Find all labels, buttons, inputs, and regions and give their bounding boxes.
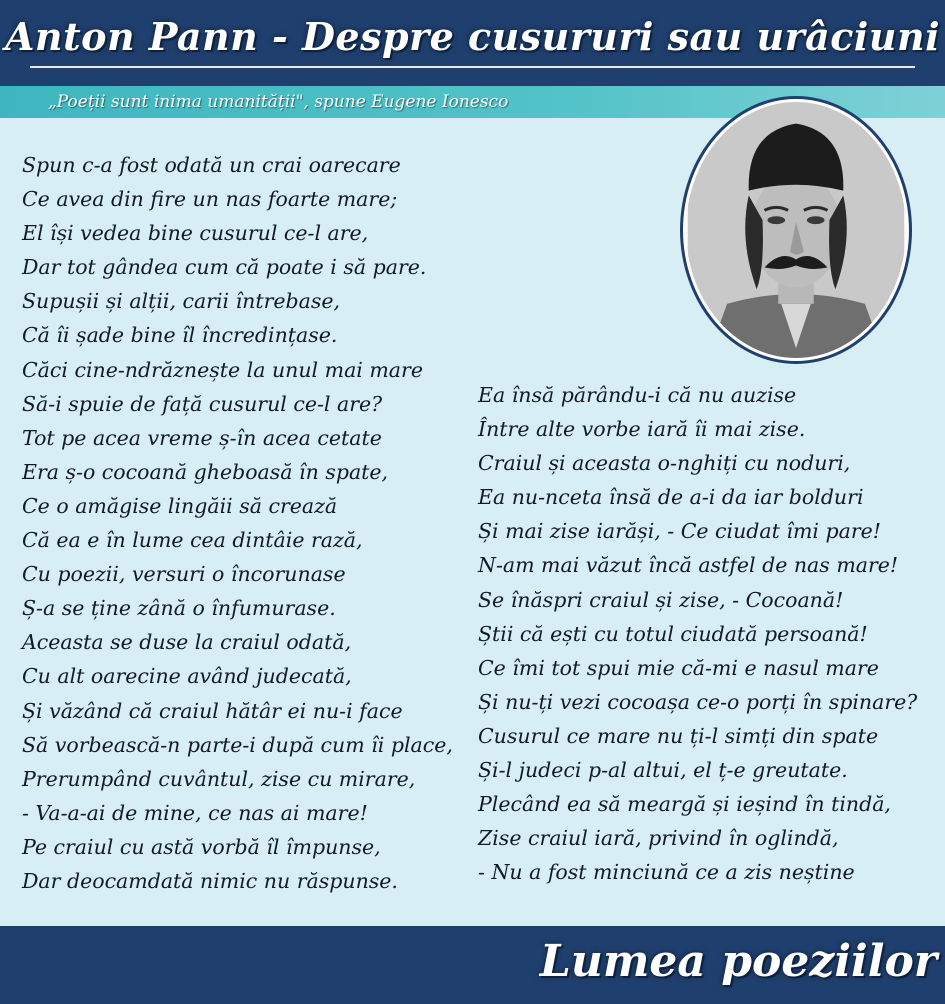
poem-line: Dar tot gândea cum că poate i să pare.	[22, 255, 427, 280]
poem-line: Să-i spuie de față cusurul ce-l are?	[22, 391, 383, 416]
poem-line: Zise craiul iară, privind în oglindă,	[478, 826, 839, 851]
poem-line: Să vorbească-n parte-i după cum îi place,	[22, 732, 453, 757]
poem-line: Și mai zise iarăși, - Ce ciudat îmi pare!	[478, 519, 881, 544]
poem-line: Că îi șade bine îl încredințase.	[22, 323, 338, 348]
poem-line: N-am mai văzut încă astfel de nas mare!	[478, 553, 899, 578]
poem-line: Și-l judeci p-al altui, el ț-e greutate.	[478, 758, 848, 783]
brand-name: Lumea poeziilor	[539, 936, 937, 987]
poem-line: Și nu-ți vezi cocoașa ce-o porți în spinare?	[478, 689, 918, 714]
poem-line: Plecând ea să meargă și ieșind în tindă,	[478, 792, 891, 817]
poem-line: Și văzând că craiul hătâr ei nu-i face	[22, 698, 403, 723]
poem-line: Supușii și alții, carii întrebase,	[22, 289, 341, 314]
poem-line: Ș-a se ține zână o înfumurase.	[22, 596, 336, 621]
pencil-sketch-portrait-icon	[686, 102, 906, 358]
poem-line: Între alte vorbe iară îi mai zise.	[478, 417, 806, 442]
poem-line: Prerumpând cuvântul, zise cu mirare,	[22, 766, 416, 791]
poem-line: Spun c-a fost odată un crai oarecare	[22, 153, 401, 177]
title-underline	[30, 66, 915, 68]
poem-line: - Va-a-ai de mine, ce nas ai mare!	[22, 800, 368, 825]
portrait-frame	[680, 96, 912, 364]
poem-line: Dar deocamdată nimic nu răspunse.	[22, 868, 398, 893]
poem-line: Știi că ești cu totul ciudată persoană!	[478, 621, 868, 646]
poem-line: Cu alt oarecine având judecată,	[22, 664, 352, 689]
poem-line: Se înăspri craiul și zise, - Cocoană!	[478, 587, 844, 612]
poem-line: Ea însă părându-i că nu auzise	[478, 383, 797, 407]
poem-line: Cu poezii, versuri o încorunase	[22, 562, 346, 587]
page-title: Anton Pann - Despre cusururi sau urâciuni	[4, 14, 941, 59]
poem-line: Cusurul ce mare nu ți-l simți din spate	[478, 723, 879, 748]
poem-right-column	[478, 378, 917, 889]
poem-line: Craiul și aceasta o-nghiți cu noduri,	[478, 451, 851, 476]
poem-line: El își vedea bine cusurul ce-l are,	[22, 221, 369, 246]
poem-line: Aceasta se duse la craiul odată,	[22, 630, 352, 655]
poem-line: Pe craiul cu astă vorbă îl împunse,	[22, 834, 381, 859]
poem-line: Ce avea din fire un nas foarte mare;	[22, 187, 398, 212]
poem-line: Ea nu-nceta însă de a-i da iar bolduri	[478, 485, 864, 510]
poem-line: Era ș-o cocoană gheboasă în spate,	[22, 459, 389, 484]
poem-line: Că ea e în lume cea dintâie rază,	[22, 528, 363, 553]
poem-line: Ce o amăgise lingăii să crează	[22, 493, 338, 518]
poem-line: Ce îmi tot spui mie că-mi e nasul mare	[478, 655, 879, 680]
poem-left-column	[22, 148, 453, 898]
poem-line: Căci cine-ndrăznește la unul mai mare	[22, 357, 423, 382]
poem-line: - Nu a fost minciună ce a zis neștine	[478, 860, 855, 885]
poem-line: Tot pe acea vreme ș-în acea cetate	[22, 425, 382, 450]
quote-text: „Poeții sunt inima umanității", spune Eugene Ionesco	[48, 92, 509, 112]
